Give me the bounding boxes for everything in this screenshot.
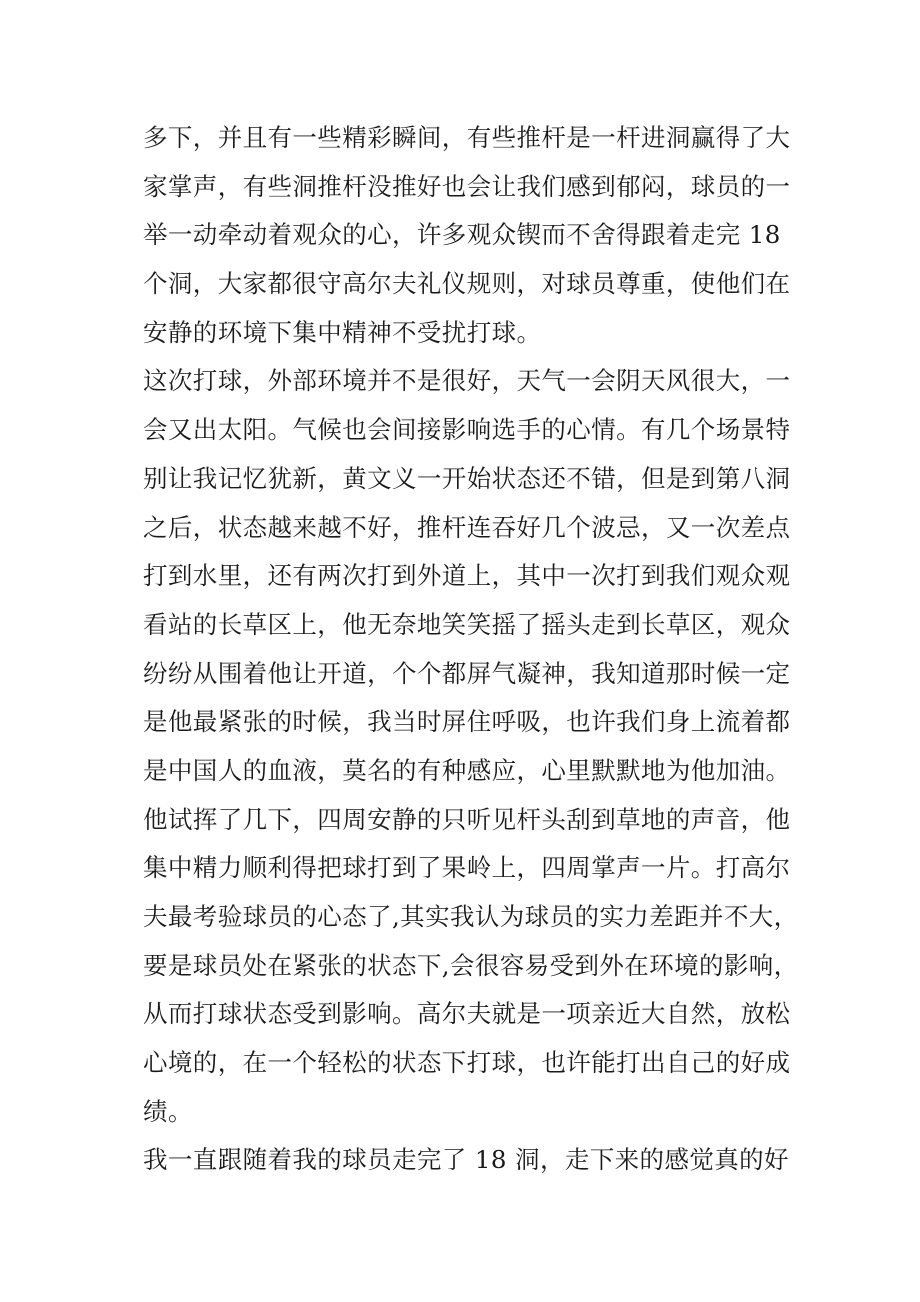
text-line: 举一动牵动着观众的心，许多观众锲而不舍得跟着走完 18: [143, 220, 781, 250]
text-line: 打到水里，还有两次打到外道上，其中一次打到我们观众观: [143, 561, 791, 591]
document-body: [143, 114, 799, 1185]
text-line: 多下，并且有一些精彩瞬间，有些推杆是一杆进洞赢得了大: [143, 123, 791, 152]
text-line: 是中国人的血液，莫名的有种感应，心里默默地为他加油。: [143, 755, 791, 785]
text-line: 集中精力顺利得把球打到了果岭上，四周掌声一片。打高尔: [143, 853, 791, 883]
text-line: 是他最紧张的时候，我当时屏住呼吸，也许我们身上流着都: [143, 707, 791, 737]
text-line: 看站的长草区上，他无奈地笑笑摇了摇头走到长草区，观众: [143, 609, 791, 639]
text-line: 夫最考验球员的心态了,其实我认为球员的实力差距并不大，: [143, 902, 799, 931]
text-line: 绩。: [143, 1096, 193, 1126]
text-line: 要是球员处在紧张的状态下,会很容易受到外在环境的影响，: [143, 950, 799, 980]
text-line: 个洞，大家都很守高尔夫礼仪规则，对球员尊重，使他们在: [143, 269, 791, 299]
text-line: 从而打球状态受到影响。高尔夫就是一项亲近大自然，放松: [143, 999, 791, 1029]
text-line: 家掌声，有些洞推杆没推好也会让我们感到郁闷，球员的一: [143, 171, 791, 201]
text-line: 他试挥了几下，四周安静的只听见杆头刮到草地的声音，他: [143, 804, 791, 834]
text-line: 别让我记忆犹新，黄文义一开始状态还不错，但是到第八洞: [143, 463, 791, 493]
text-line: 之后，状态越来越不好，推杆连吞好几个波忌，又一次差点: [143, 512, 791, 542]
text-line: 这次打球，外部环境并不是很好，天气一会阴天风很大，一: [143, 366, 791, 396]
text-line: 纷纷从围着他让开道，个个都屏气凝神，我知道那时候一定: [143, 658, 791, 688]
text-line: 会又出太阳。气候也会间接影响选手的心情。有几个场景特: [143, 415, 791, 445]
text-line: 心境的，在一个轻松的状态下打球，也许能打出自己的好成: [143, 1048, 791, 1078]
text-line: 我一直跟随着我的球员走完了 18 洞，走下来的感觉真的好: [143, 1145, 789, 1175]
text-line: 安静的环境下集中精神不受扰打球。: [143, 317, 542, 347]
